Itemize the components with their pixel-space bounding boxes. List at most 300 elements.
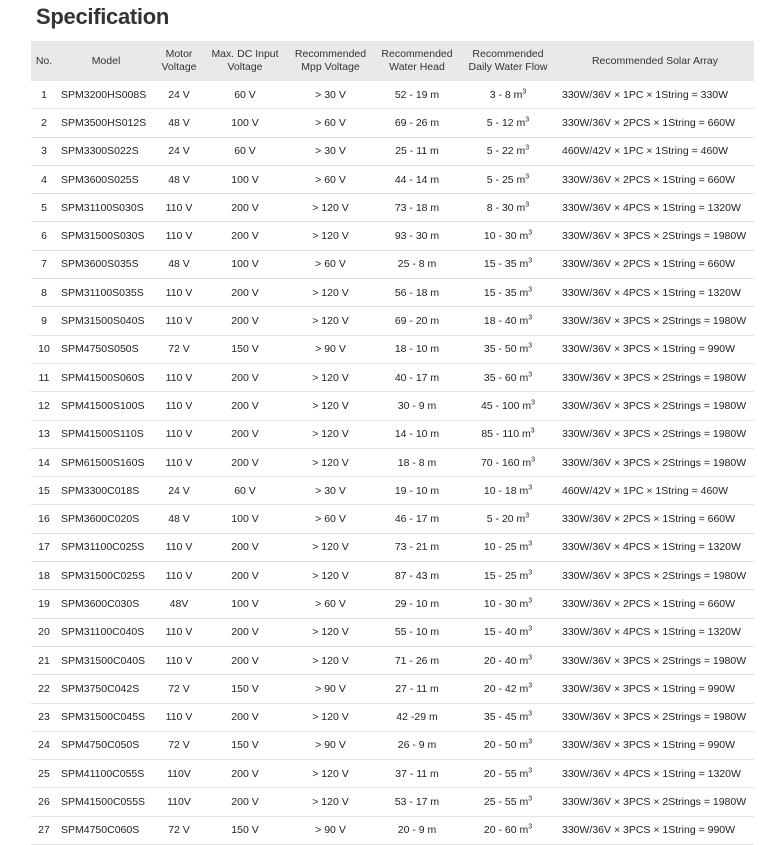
table-row [31, 165, 754, 193]
cell-max-dc-input-voltage: 200 V [203, 222, 287, 250]
cell-daily-water-flow [460, 250, 556, 278]
cell-solar-array: 330W/36V × 3PCS × 2Strings = 1980W [556, 562, 754, 590]
cell-mpp-voltage: > 60 V [287, 165, 374, 193]
cell-daily-water-flow [460, 222, 556, 250]
cell-no: 17 [31, 533, 57, 561]
cell-max-dc-input-voltage: 200 V [203, 307, 287, 335]
cell-solar-array: 330W/36V × 3PCS × 2Strings = 1980W [556, 448, 754, 476]
cell-solar-array: 330W/36V × 3PCS × 2Strings = 1980W [556, 788, 754, 816]
cell-daily-water-flow [460, 646, 556, 674]
cell-motor-voltage: 110 V [155, 194, 203, 222]
table-row [31, 392, 754, 420]
cubic-superscript: 3 [528, 540, 533, 548]
cell-motor-voltage: 24 V [155, 477, 203, 505]
cell-model: SPM3300C018S [57, 477, 155, 505]
cell-mpp-voltage: > 120 V [287, 448, 374, 476]
cell-daily-water-flow [460, 137, 556, 165]
flow-value: 10 - 30 m [483, 597, 529, 610]
cell-mpp-voltage: > 60 V [287, 505, 374, 533]
cell-solar-array: 330W/36V × 3PCS × 2Strings = 1980W [556, 703, 754, 731]
cell-motor-voltage: 110 V [155, 279, 203, 307]
table-row [31, 194, 754, 222]
cell-model: SPM3300S022S [57, 137, 155, 165]
cell-model: SPM3750C042S [57, 675, 155, 703]
cell-max-dc-input-voltage: 200 V [203, 760, 287, 788]
cell-solar-array: 330W/36V × 1PC × 1String = 330W [556, 81, 754, 109]
cell-solar-array: 460W/42V × 1PC × 1String = 460W [556, 477, 754, 505]
cell-mpp-voltage: > 120 V [287, 420, 374, 448]
cell-daily-water-flow [460, 703, 556, 731]
cubic-superscript: 3 [525, 144, 530, 152]
cell-mpp-voltage: > 120 V [287, 562, 374, 590]
table-row [31, 307, 754, 335]
cell-model: SPM3200HS008S [57, 81, 155, 109]
cell-solar-array: 330W/36V × 3PCS × 2Strings = 1980W [556, 222, 754, 250]
table-row [31, 109, 754, 137]
cell-solar-array: 330W/36V × 2PCS × 1String = 660W [556, 250, 754, 278]
cell-water-head: 27 - 11 m [374, 675, 460, 703]
cubic-superscript: 3 [525, 173, 530, 181]
cubic-superscript: 3 [528, 229, 533, 237]
cell-motor-voltage: 72 V [155, 731, 203, 759]
cell-solar-array: 460W/42V × 1PC × 1String = 460W [556, 137, 754, 165]
cell-max-dc-input-voltage: 200 V [203, 646, 287, 674]
cubic-superscript: 3 [528, 823, 533, 831]
cell-no: 21 [31, 646, 57, 674]
cell-model: SPM41500S110S [57, 420, 155, 448]
cell-water-head: 30 - 9 m [374, 392, 460, 420]
cell-mpp-voltage: > 120 V [287, 279, 374, 307]
cell-no: 6 [31, 222, 57, 250]
cell-water-head: 69 - 20 m [374, 307, 460, 335]
flow-value: 5 - 25 m [486, 173, 526, 186]
cubic-superscript: 3 [528, 767, 533, 775]
cell-motor-voltage: 72 V [155, 675, 203, 703]
specification-table [31, 41, 754, 845]
cell-no: 13 [31, 420, 57, 448]
cubic-superscript: 3 [525, 201, 530, 209]
table-row [31, 335, 754, 363]
cell-water-head: 44 - 14 m [374, 165, 460, 193]
cubic-superscript: 3 [531, 399, 536, 407]
cell-daily-water-flow [460, 194, 556, 222]
cell-max-dc-input-voltage: 60 V [203, 137, 287, 165]
table-row [31, 646, 754, 674]
cell-solar-array: 330W/36V × 2PCS × 1String = 660W [556, 590, 754, 618]
cell-daily-water-flow [460, 363, 556, 391]
flow-value: 35 - 45 m [483, 711, 529, 724]
cell-mpp-voltage: > 120 V [287, 533, 374, 561]
cell-mpp-voltage: > 120 V [287, 646, 374, 674]
cubic-superscript: 3 [528, 314, 533, 322]
header-no: No. [31, 41, 57, 81]
cell-no: 12 [31, 392, 57, 420]
cell-water-head: 14 - 10 m [374, 420, 460, 448]
flow-value: 8 - 30 m [486, 201, 526, 214]
cell-motor-voltage: 110 V [155, 363, 203, 391]
cell-water-head: 73 - 18 m [374, 194, 460, 222]
cell-solar-array: 330W/36V × 3PCS × 2Strings = 1980W [556, 363, 754, 391]
cell-max-dc-input-voltage: 100 V [203, 590, 287, 618]
cell-solar-array: 330W/36V × 2PCS × 1String = 660W [556, 505, 754, 533]
flow-value: 10 - 30 m [483, 230, 529, 243]
page-title: Specification [36, 4, 170, 29]
cell-mpp-voltage: > 120 V [287, 788, 374, 816]
cell-daily-water-flow [460, 675, 556, 703]
flow-value: 5 - 22 m [486, 145, 526, 158]
cell-daily-water-flow [460, 731, 556, 759]
cell-motor-voltage: 110 V [155, 420, 203, 448]
cell-no: 20 [31, 618, 57, 646]
header-mpp-voltage: Recommended Mpp Voltage [287, 41, 374, 81]
cell-no: 16 [31, 505, 57, 533]
cubic-superscript: 3 [528, 371, 533, 379]
cubic-superscript: 3 [528, 795, 533, 803]
cell-motor-voltage: 24 V [155, 137, 203, 165]
cell-daily-water-flow [460, 109, 556, 137]
cell-daily-water-flow [460, 420, 556, 448]
cell-max-dc-input-voltage: 200 V [203, 562, 287, 590]
cell-mpp-voltage: > 90 V [287, 816, 374, 844]
cell-no: 24 [31, 731, 57, 759]
cell-water-head: 42 -29 m [374, 703, 460, 731]
header-water-head: Recommended Water Head [374, 41, 460, 81]
header-model: Model [57, 41, 155, 81]
cell-motor-voltage: 72 V [155, 335, 203, 363]
cell-mpp-voltage: > 90 V [287, 675, 374, 703]
cell-max-dc-input-voltage: 100 V [203, 505, 287, 533]
cell-daily-water-flow [460, 505, 556, 533]
cell-model: SPM4750S050S [57, 335, 155, 363]
cubic-superscript: 3 [528, 569, 533, 577]
cell-solar-array: 330W/36V × 3PCS × 2Strings = 1980W [556, 392, 754, 420]
table-row [31, 477, 754, 505]
cell-daily-water-flow [460, 533, 556, 561]
cell-motor-voltage: 110 V [155, 646, 203, 674]
cell-max-dc-input-voltage: 150 V [203, 335, 287, 363]
cell-mpp-voltage: > 30 V [287, 137, 374, 165]
cell-motor-voltage: 110V [155, 760, 203, 788]
cell-model: SPM61500S160S [57, 448, 155, 476]
table-row [31, 533, 754, 561]
cell-solar-array: 330W/36V × 3PCS × 1String = 990W [556, 675, 754, 703]
header-solar-array: Recommended Solar Array [556, 41, 754, 81]
table-row [31, 81, 754, 109]
cubic-superscript: 3 [530, 427, 535, 435]
cell-max-dc-input-voltage: 200 V [203, 279, 287, 307]
cell-no: 10 [31, 335, 57, 363]
cell-mpp-voltage: > 60 V [287, 250, 374, 278]
cell-water-head: 18 - 10 m [374, 335, 460, 363]
flow-value: 15 - 25 m [483, 569, 529, 582]
cell-water-head: 93 - 30 m [374, 222, 460, 250]
cell-no: 14 [31, 448, 57, 476]
cell-solar-array: 330W/36V × 2PCS × 1String = 660W [556, 109, 754, 137]
cell-no: 22 [31, 675, 57, 703]
cell-solar-array: 330W/36V × 4PCS × 1String = 1320W [556, 760, 754, 788]
cubic-superscript: 3 [528, 342, 533, 350]
table-body [31, 81, 754, 845]
cell-max-dc-input-voltage: 100 V [203, 109, 287, 137]
cell-mpp-voltage: > 120 V [287, 307, 374, 335]
cell-solar-array: 330W/36V × 4PCS × 1String = 1320W [556, 279, 754, 307]
table-row [31, 590, 754, 618]
cell-daily-water-flow [460, 477, 556, 505]
cell-daily-water-flow [460, 307, 556, 335]
table-row [31, 816, 754, 844]
cell-daily-water-flow [460, 448, 556, 476]
header-row [31, 41, 754, 81]
header-daily-water-flow: Recommended Daily Water Flow [460, 41, 556, 81]
cell-solar-array: 330W/36V × 4PCS × 1String = 1320W [556, 618, 754, 646]
cell-motor-voltage: 110 V [155, 307, 203, 335]
cell-solar-array: 330W/36V × 3PCS × 1String = 990W [556, 816, 754, 844]
cell-model: SPM41500S060S [57, 363, 155, 391]
cell-daily-water-flow [460, 335, 556, 363]
flow-value: 5 - 12 m [486, 116, 526, 129]
cell-water-head: 69 - 26 m [374, 109, 460, 137]
cell-motor-voltage: 24 V [155, 81, 203, 109]
cell-water-head: 19 - 10 m [374, 477, 460, 505]
cubic-superscript: 3 [528, 654, 533, 662]
cell-model: SPM31500S030S [57, 222, 155, 250]
cell-no: 23 [31, 703, 57, 731]
header-max-dc-input-voltage: Max. DC Input Voltage [203, 41, 287, 81]
cell-solar-array: 330W/36V × 3PCS × 2Strings = 1980W [556, 646, 754, 674]
cell-no: 26 [31, 788, 57, 816]
flow-value: 10 - 18 m [483, 484, 529, 497]
table-row [31, 363, 754, 391]
cell-water-head: 29 - 10 m [374, 590, 460, 618]
cell-model: SPM31100C040S [57, 618, 155, 646]
cell-motor-voltage: 110V [155, 788, 203, 816]
cell-no: 8 [31, 279, 57, 307]
table-row [31, 137, 754, 165]
flow-value: 25 - 55 m [483, 796, 529, 809]
cell-model: SPM41100C055S [57, 760, 155, 788]
cell-no: 27 [31, 816, 57, 844]
flow-value: 18 - 40 m [483, 315, 529, 328]
flow-value: 35 - 60 m [483, 371, 529, 384]
cell-daily-water-flow [460, 81, 556, 109]
cell-motor-voltage: 110 V [155, 533, 203, 561]
flow-value: 20 - 50 m [483, 739, 529, 752]
cubic-superscript: 3 [525, 512, 530, 520]
cell-mpp-voltage: > 90 V [287, 335, 374, 363]
header-motor-voltage: Motor Voltage [155, 41, 203, 81]
table-row [31, 448, 754, 476]
cell-model: SPM3600S035S [57, 250, 155, 278]
table-row [31, 279, 754, 307]
cell-mpp-voltage: > 60 V [287, 109, 374, 137]
cubic-superscript: 3 [528, 484, 533, 492]
cell-water-head: 52 - 19 m [374, 81, 460, 109]
cell-max-dc-input-voltage: 150 V [203, 675, 287, 703]
cell-max-dc-input-voltage: 150 V [203, 731, 287, 759]
cell-no: 11 [31, 363, 57, 391]
cell-no: 5 [31, 194, 57, 222]
cell-motor-voltage: 110 V [155, 448, 203, 476]
flow-value: 20 - 42 m [483, 682, 529, 695]
cell-motor-voltage: 110 V [155, 392, 203, 420]
cell-model: SPM31100S030S [57, 194, 155, 222]
cell-daily-water-flow [460, 816, 556, 844]
cell-daily-water-flow [460, 392, 556, 420]
flow-value: 10 - 25 m [483, 541, 529, 554]
cell-max-dc-input-voltage: 200 V [203, 392, 287, 420]
cell-water-head: 56 - 18 m [374, 279, 460, 307]
cubic-superscript: 3 [522, 88, 527, 96]
cell-water-head: 18 - 8 m [374, 448, 460, 476]
cell-mpp-voltage: > 90 V [287, 731, 374, 759]
cell-no: 18 [31, 562, 57, 590]
cell-mpp-voltage: > 120 V [287, 194, 374, 222]
flow-value: 20 - 55 m [483, 767, 529, 780]
cell-model: SPM31500C040S [57, 646, 155, 674]
cell-max-dc-input-voltage: 60 V [203, 81, 287, 109]
cell-model: SPM41500S100S [57, 392, 155, 420]
cell-mpp-voltage: > 60 V [287, 590, 374, 618]
cell-water-head: 20 - 9 m [374, 816, 460, 844]
flow-value: 20 - 40 m [483, 654, 529, 667]
cubic-superscript: 3 [528, 682, 533, 690]
cell-max-dc-input-voltage: 200 V [203, 194, 287, 222]
table-row [31, 505, 754, 533]
cell-water-head: 26 - 9 m [374, 731, 460, 759]
cubic-superscript: 3 [528, 625, 533, 633]
cell-solar-array: 330W/36V × 4PCS × 1String = 1320W [556, 194, 754, 222]
cell-max-dc-input-voltage: 200 V [203, 363, 287, 391]
cell-motor-voltage: 110 V [155, 618, 203, 646]
cell-max-dc-input-voltage: 200 V [203, 448, 287, 476]
cell-solar-array: 330W/36V × 4PCS × 1String = 1320W [556, 533, 754, 561]
cell-no: 3 [31, 137, 57, 165]
cell-no: 7 [31, 250, 57, 278]
cell-max-dc-input-voltage: 200 V [203, 533, 287, 561]
cell-motor-voltage: 72 V [155, 816, 203, 844]
cell-water-head: 55 - 10 m [374, 618, 460, 646]
cell-no: 2 [31, 109, 57, 137]
flow-value: 15 - 35 m [483, 258, 529, 271]
cell-max-dc-input-voltage: 200 V [203, 788, 287, 816]
cubic-superscript: 3 [528, 710, 533, 718]
cubic-superscript: 3 [525, 116, 530, 124]
cubic-superscript: 3 [528, 597, 533, 605]
cell-motor-voltage: 48 V [155, 505, 203, 533]
cell-water-head: 40 - 17 m [374, 363, 460, 391]
cell-water-head: 53 - 17 m [374, 788, 460, 816]
cell-model: SPM4750C060S [57, 816, 155, 844]
cell-no: 19 [31, 590, 57, 618]
cell-model: SPM3600S025S [57, 165, 155, 193]
cell-motor-voltage: 110 V [155, 562, 203, 590]
cell-max-dc-input-voltage: 200 V [203, 618, 287, 646]
cell-model: SPM31100S035S [57, 279, 155, 307]
flow-value: 15 - 35 m [483, 286, 529, 299]
cell-daily-water-flow [460, 618, 556, 646]
cell-daily-water-flow [460, 279, 556, 307]
flow-value: 5 - 20 m [486, 513, 526, 526]
cell-max-dc-input-voltage: 100 V [203, 165, 287, 193]
cell-daily-water-flow [460, 165, 556, 193]
cell-no: 9 [31, 307, 57, 335]
cubic-superscript: 3 [528, 257, 533, 265]
cell-model: SPM3600C020S [57, 505, 155, 533]
cell-daily-water-flow [460, 760, 556, 788]
cell-max-dc-input-voltage: 200 V [203, 703, 287, 731]
cell-max-dc-input-voltage: 60 V [203, 477, 287, 505]
table-row [31, 703, 754, 731]
cell-max-dc-input-voltage: 200 V [203, 420, 287, 448]
flow-value: 70 - 160 m [480, 456, 532, 469]
table-row [31, 675, 754, 703]
cell-no: 1 [31, 81, 57, 109]
cell-model: SPM31500C045S [57, 703, 155, 731]
cell-water-head: 71 - 26 m [374, 646, 460, 674]
table-row [31, 562, 754, 590]
cubic-superscript: 3 [531, 456, 536, 463]
table-row [31, 731, 754, 759]
cell-mpp-voltage: > 120 V [287, 222, 374, 250]
cell-water-head: 73 - 21 m [374, 533, 460, 561]
table-row [31, 250, 754, 278]
cell-motor-voltage: 110 V [155, 222, 203, 250]
flow-value: 15 - 40 m [483, 626, 529, 639]
cell-solar-array: 330W/36V × 3PCS × 2Strings = 1980W [556, 420, 754, 448]
cell-solar-array: 330W/36V × 2PCS × 1String = 660W [556, 165, 754, 193]
cell-daily-water-flow [460, 562, 556, 590]
cell-solar-array: 330W/36V × 3PCS × 1String = 990W [556, 731, 754, 759]
cell-water-head: 87 - 43 m [374, 562, 460, 590]
cell-water-head: 25 - 11 m [374, 137, 460, 165]
cell-model: SPM31500C025S [57, 562, 155, 590]
flow-value: 20 - 60 m [483, 824, 529, 837]
table-row [31, 420, 754, 448]
table-row [31, 618, 754, 646]
flow-value: 3 - 8 m [489, 88, 523, 101]
cell-daily-water-flow [460, 590, 556, 618]
cell-motor-voltage: 48 V [155, 109, 203, 137]
cell-model: SPM3500HS012S [57, 109, 155, 137]
cell-water-head: 37 - 11 m [374, 760, 460, 788]
cell-model: SPM4750C050S [57, 731, 155, 759]
cell-mpp-voltage: > 30 V [287, 477, 374, 505]
cell-motor-voltage: 48V [155, 590, 203, 618]
cell-mpp-voltage: > 120 V [287, 363, 374, 391]
cell-solar-array: 330W/36V × 3PCS × 1String = 990W [556, 335, 754, 363]
flow-value: 85 - 110 m [481, 428, 531, 441]
cubic-superscript: 3 [528, 286, 533, 294]
cell-motor-voltage: 110 V [155, 703, 203, 731]
cell-model: SPM3600C030S [57, 590, 155, 618]
cell-mpp-voltage: > 120 V [287, 760, 374, 788]
cell-max-dc-input-voltage: 100 V [203, 250, 287, 278]
cell-daily-water-flow [460, 788, 556, 816]
cell-mpp-voltage: > 120 V [287, 703, 374, 731]
table-row [31, 760, 754, 788]
cell-motor-voltage: 48 V [155, 165, 203, 193]
cell-mpp-voltage: > 30 V [287, 81, 374, 109]
cubic-superscript: 3 [528, 738, 533, 746]
cell-solar-array: 330W/36V × 3PCS × 2Strings = 1980W [556, 307, 754, 335]
cell-model: SPM41500C055S [57, 788, 155, 816]
cell-mpp-voltage: > 120 V [287, 392, 374, 420]
cell-model: SPM31100C025S [57, 533, 155, 561]
cell-water-head: 25 - 8 m [374, 250, 460, 278]
flow-value: 45 - 100 m [480, 399, 532, 412]
cell-mpp-voltage: > 120 V [287, 618, 374, 646]
table-header [31, 41, 754, 81]
